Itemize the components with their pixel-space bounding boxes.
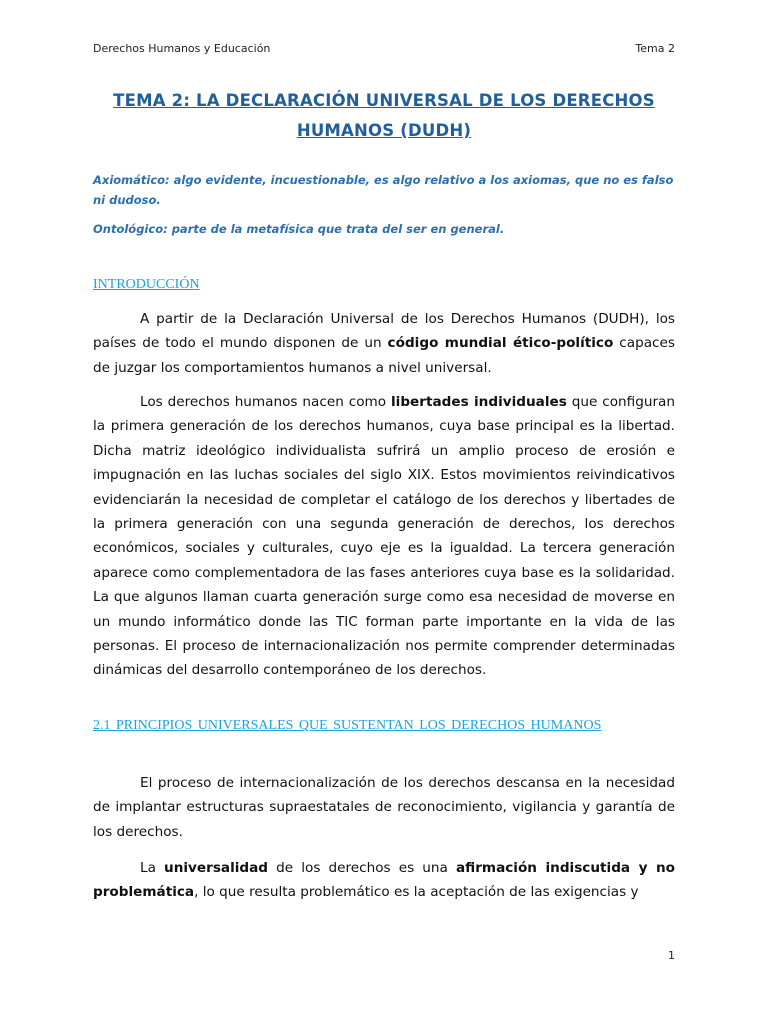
document-title: TEMA 2: LA DECLARACIÓN UNIVERSAL DE LOS DERECHOS HUMANOS (DUDH) xyxy=(113,91,655,140)
bold-text: libertades individuales xyxy=(391,394,567,410)
paragraph-text: de los derechos es una xyxy=(268,860,456,876)
paragraph-principios-1 xyxy=(93,771,675,844)
page-header xyxy=(93,42,675,55)
bold-text: afirmación indiscutida y no problemática xyxy=(93,860,675,901)
paragraph-text: que configuran la primera generación de los derechos humanos, cuya base principal es la libertad. Dicha matriz ideológico individualista sufrirá un amplio proceso de erosión e impugnación en las luchas sociales del siglo XIX. Estos movimientos reivindicativos evidenciarán la necesidad de completar el catálogo de los derechos y libertades de la primera generación con una segunda generación de derechos, los derechos económicos, sociales y culturales, cuyo eje es la igualdad. La tercera generación aparece como complementadora de las fases anteriores cuya base es la solidaridad. La que algunos llaman cuarta generación surge como esa necesidad de moverse en un mundo informático donde las TIC forman parte importante en la vida de las personas. El proceso de internacionalización nos permite comprender determinadas dinámicas del desarrollo contemporáneo de los derechos. xyxy=(93,394,675,679)
paragraph-intro-2 xyxy=(93,390,675,683)
paragraph-text: Los derechos humanos nacen como xyxy=(140,394,391,410)
paragraph-text: capaces de juzgar los comportamientos humanos a nivel universal. xyxy=(93,335,675,376)
definition-axiomatico: Axiomático: algo evidente, incuestionable, es algo relativo a los axiomas, que no es falso ni dudoso. xyxy=(93,173,674,207)
paragraph-text: A partir de la Declaración Universal de los Derechos Humanos (DUDH), los países de todo el mundo disponen de un xyxy=(93,311,675,352)
paragraph-text: El proceso de internacionalización de los derechos descansa en la necesidad de implantar estructuras supraestatales de reconocimiento, vigilancia y garantía de los derechos. xyxy=(93,775,675,840)
definition-ontologico: Ontológico: parte de la metafísica que trata del ser en general. xyxy=(93,222,505,236)
header-course-title: Derechos Humanos y Educación xyxy=(93,42,271,55)
section-heading-introduccion: INTRODUCCIÓN xyxy=(93,277,200,292)
header-topic: Tema 2 xyxy=(635,42,675,55)
bold-text: universalidad xyxy=(164,860,269,876)
paragraph-text: La xyxy=(140,860,165,876)
paragraph-principios-2 xyxy=(93,856,675,905)
section-heading-principios: 2.1 PRINCIPIOS UNIVERSALES QUE SUSTENTAN LOS DERECHOS HUMANOS xyxy=(93,718,602,733)
paragraph-text: , lo que resulta problemático es la aceptación de las exigencias y xyxy=(194,884,639,901)
page-number: 1 xyxy=(668,949,675,962)
paragraph-intro-1 xyxy=(93,307,675,380)
bold-text: código mundial ético-político xyxy=(387,335,614,352)
